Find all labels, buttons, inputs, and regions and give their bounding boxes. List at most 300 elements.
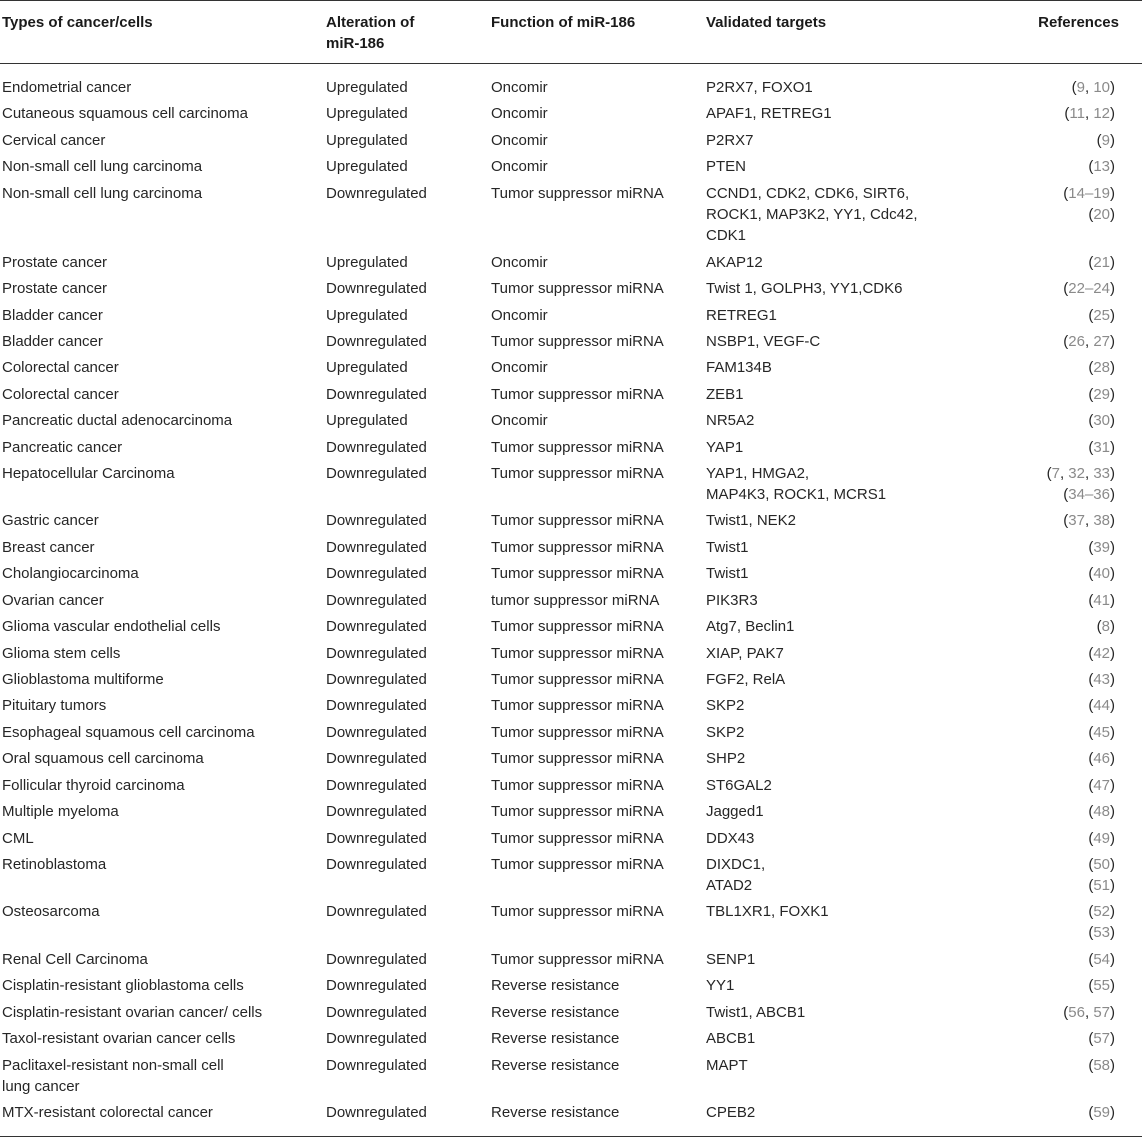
cell-targets — [706, 1002, 805, 1023]
reference-link[interactable]: 33 — [1093, 465, 1110, 482]
cell-function: Oncomir — [491, 254, 548, 271]
cell-references — [1003, 722, 1115, 743]
reference-line — [1003, 975, 1115, 996]
reference-punct: ) — [1110, 465, 1115, 482]
reference-punct: , — [1084, 79, 1094, 96]
cell-alteration: Downregulated — [326, 386, 427, 403]
reference-punct: ( — [1088, 439, 1094, 456]
header-bottom-rule — [0, 63, 1142, 64]
cell-function: Reverse resistance — [491, 1030, 620, 1047]
cell-targets — [706, 1055, 748, 1076]
cell-alteration: Downregulated — [326, 951, 427, 968]
cell-targets — [706, 775, 772, 796]
reference-line — [1003, 278, 1115, 299]
reference-line — [1003, 1002, 1115, 1023]
cell-line: Prostate cancer — [2, 280, 108, 297]
reference-link[interactable]: 8 — [1101, 618, 1110, 635]
reference-punct: ( — [1088, 951, 1094, 968]
reference-link[interactable]: 52 — [1093, 903, 1110, 920]
cell-alteration: Downregulated — [326, 750, 427, 767]
cell-line: DDX43 — [706, 830, 755, 847]
cell-references — [1003, 563, 1115, 584]
cell-references — [1003, 854, 1115, 896]
cell-line: Renal Cell Carcinoma — [2, 951, 148, 968]
cell-references — [1003, 510, 1115, 531]
reference-punct: ) — [1110, 977, 1115, 994]
reference-punct: , — [1084, 105, 1094, 122]
reference-link[interactable]: 14–19 — [1068, 185, 1110, 202]
reference-link[interactable]: 50 — [1093, 856, 1110, 873]
cell-line: Follicular thyroid carcinoma — [2, 777, 185, 794]
table-bottom-rule — [0, 1136, 1142, 1137]
cell-line: Cutaneous squamous cell carcinoma — [2, 105, 248, 122]
reference-punct: ) — [1110, 618, 1115, 635]
cell-alteration: Downregulated — [326, 185, 427, 202]
reference-link[interactable]: 54 — [1093, 951, 1110, 968]
reference-punct: ) — [1110, 280, 1115, 297]
reference-line — [1003, 437, 1115, 458]
cell-line: FAM134B — [706, 359, 772, 376]
cell-line: Non-small cell lung carcinoma — [2, 158, 203, 175]
cell-alteration: Upregulated — [326, 307, 408, 324]
reference-link[interactable]: 25 — [1093, 307, 1110, 324]
reference-punct: ( — [1063, 280, 1069, 297]
cell-line: MAPT — [706, 1057, 748, 1074]
reference-punct: ( — [1088, 158, 1094, 175]
reference-line — [1003, 252, 1115, 273]
reference-link[interactable]: 38 — [1093, 512, 1110, 529]
reference-punct: ( — [1088, 565, 1094, 582]
cell-alteration: Downregulated — [326, 439, 427, 456]
reference-line — [1003, 537, 1115, 558]
cell-targets — [706, 1102, 755, 1123]
cell-references — [1003, 331, 1115, 352]
reference-link[interactable]: 48 — [1093, 803, 1110, 820]
cell-references — [1003, 410, 1115, 431]
reference-punct: ) — [1110, 512, 1115, 529]
reference-punct: ( — [1096, 618, 1102, 635]
reference-punct: ) — [1110, 539, 1115, 556]
cell-cancer-type — [2, 722, 255, 743]
cell-function: Tumor suppressor miRNA — [491, 671, 664, 688]
cell-function: Oncomir — [491, 105, 548, 122]
cell-function: Reverse resistance — [491, 1004, 620, 1021]
cell-function: Tumor suppressor miRNA — [491, 750, 664, 767]
cell-alteration: Downregulated — [326, 1030, 427, 1047]
cell-line: Cervical cancer — [2, 132, 106, 149]
reference-line — [1003, 695, 1115, 716]
cell-targets — [706, 103, 832, 124]
cell-alteration: Upregulated — [326, 132, 408, 149]
reference-punct: ( — [1064, 105, 1070, 122]
cell-line: Twist 1, GOLPH3, YY1,CDK6 — [706, 280, 903, 297]
cell-line: Cholangiocarcinoma — [2, 565, 139, 582]
cell-line: CML — [2, 830, 34, 847]
cell-line: Retinoblastoma — [2, 856, 107, 873]
cell-targets — [706, 643, 784, 664]
cell-line: Taxol-resistant ovarian cancer cells — [2, 1030, 236, 1047]
reference-line — [1003, 357, 1115, 378]
reference-link[interactable]: 7 — [1051, 465, 1060, 482]
reference-punct: ( — [1088, 645, 1094, 662]
reference-punct: ( — [1071, 79, 1077, 96]
reference-line — [1003, 130, 1115, 151]
cell-function: Tumor suppressor miRNA — [491, 512, 664, 529]
reference-link[interactable]: 27 — [1093, 333, 1110, 350]
cell-targets — [706, 252, 763, 273]
cell-function: Oncomir — [491, 158, 548, 175]
reference-link[interactable]: 30 — [1093, 412, 1110, 429]
cell-cancer-type — [2, 854, 106, 875]
reference-punct: ) — [1110, 254, 1115, 271]
reference-punct: ( — [1088, 803, 1094, 820]
cell-function: Tumor suppressor miRNA — [491, 856, 664, 873]
cell-cancer-type — [2, 901, 100, 922]
cell-line: MTX-resistant colorectal cancer — [2, 1104, 213, 1121]
reference-punct: ) — [1110, 185, 1115, 202]
reference-punct: ) — [1110, 206, 1115, 223]
cell-line: Breast cancer — [2, 539, 95, 556]
cell-cancer-type — [2, 828, 34, 849]
reference-line — [1003, 854, 1115, 875]
cell-references — [1003, 357, 1115, 378]
cell-line: Multiple myeloma — [2, 803, 119, 820]
reference-link[interactable]: 34–36 — [1068, 486, 1110, 503]
reference-link[interactable]: 56 — [1068, 1004, 1085, 1021]
reference-punct: ) — [1110, 724, 1115, 741]
reference-punct: ) — [1110, 830, 1115, 847]
reference-link[interactable]: 49 — [1093, 830, 1110, 847]
reference-punct: , — [1059, 465, 1069, 482]
reference-link[interactable]: 45 — [1093, 724, 1110, 741]
cell-references — [1003, 775, 1115, 796]
reference-line — [1003, 1055, 1115, 1076]
cell-line: PTEN — [706, 158, 747, 175]
reference-line — [1003, 775, 1115, 796]
cell-line: NSBP1, VEGF-C — [706, 333, 821, 350]
cell-function: tumor suppressor miRNA — [491, 592, 660, 609]
cell-line: Twist1 — [706, 565, 749, 582]
cell-references — [1003, 278, 1115, 299]
reference-punct: , — [1084, 333, 1094, 350]
reference-punct: ) — [1110, 1057, 1115, 1074]
reference-line — [1003, 828, 1115, 849]
reference-line — [1003, 1028, 1115, 1049]
reference-link[interactable]: 51 — [1093, 877, 1110, 894]
cell-alteration: Downregulated — [326, 671, 427, 688]
cell-references — [1003, 695, 1115, 716]
cell-references — [1003, 103, 1115, 124]
cell-line: Glioma vascular endothelial cells — [2, 618, 221, 635]
cell-function: Oncomir — [491, 132, 548, 149]
cell-line: Hepatocellular Carcinoma — [2, 465, 175, 482]
reference-punct: ) — [1110, 1104, 1115, 1121]
cell-references — [1003, 616, 1115, 637]
cell-alteration: Upregulated — [326, 79, 408, 96]
reference-link[interactable]: 53 — [1093, 924, 1110, 941]
cell-references — [1003, 643, 1115, 664]
cell-targets — [706, 1028, 755, 1049]
reference-link[interactable]: 31 — [1093, 439, 1110, 456]
header-alteration-line2: miR-186 — [326, 35, 385, 52]
cell-line: CPEB2 — [706, 1104, 756, 1121]
cell-line: P2RX7 — [706, 132, 754, 149]
cell-line: Atg7, Beclin1 — [706, 618, 795, 635]
cell-references — [1003, 156, 1115, 177]
cell-line: YAP1 — [706, 439, 744, 456]
reference-link[interactable]: 37 — [1068, 512, 1085, 529]
cell-cancer-type — [2, 616, 220, 637]
reference-line — [1003, 305, 1115, 326]
cell-cancer-type — [2, 331, 103, 352]
cell-alteration: Downregulated — [326, 618, 427, 635]
cell-cancer-type — [2, 77, 131, 98]
cell-line: Glioma stem cells — [2, 645, 121, 662]
cell-line: Glioblastoma multiforme — [2, 671, 164, 688]
cell-alteration: Downregulated — [326, 512, 427, 529]
reference-punct: ) — [1110, 359, 1115, 376]
cell-line: Non-small cell lung carcinoma — [2, 185, 203, 202]
cell-function: Tumor suppressor miRNA — [491, 439, 664, 456]
cell-function: Tumor suppressor miRNA — [491, 803, 664, 820]
reference-line — [1003, 484, 1115, 505]
reference-punct: ( — [1088, 412, 1094, 429]
cell-line: TBL1XR1, FOXK1 — [706, 903, 829, 920]
cell-references — [1003, 901, 1115, 943]
reference-punct: ( — [1063, 486, 1069, 503]
cell-targets — [706, 590, 758, 611]
cell-line: Cisplatin-resistant glioblastoma cells — [2, 977, 244, 994]
reference-punct: ( — [1063, 185, 1069, 202]
cell-cancer-type — [2, 748, 204, 769]
cell-references — [1003, 669, 1115, 690]
cell-alteration: Downregulated — [326, 280, 427, 297]
cell-alteration: Downregulated — [326, 777, 427, 794]
cell-function: Reverse resistance — [491, 977, 620, 994]
cell-targets — [706, 616, 794, 637]
reference-link[interactable]: 41 — [1093, 592, 1110, 609]
cell-alteration: Upregulated — [326, 359, 408, 376]
reference-link[interactable]: 21 — [1093, 254, 1110, 271]
cell-alteration: Downregulated — [326, 803, 427, 820]
reference-line — [1003, 875, 1115, 896]
reference-link[interactable]: 10 — [1093, 79, 1110, 96]
cell-function: Tumor suppressor miRNA — [491, 185, 664, 202]
reference-link[interactable]: 22–24 — [1068, 280, 1110, 297]
cell-line: Jagged1 — [706, 803, 764, 820]
cell-references — [1003, 949, 1115, 970]
cell-references — [1003, 537, 1115, 558]
cell-cancer-type — [2, 563, 139, 584]
reference-punct: ( — [1088, 977, 1094, 994]
cell-cancer-type — [2, 695, 106, 716]
reference-punct: ) — [1110, 903, 1115, 920]
cell-line: ABCB1 — [706, 1030, 756, 1047]
cell-line: P2RX7, FOXO1 — [706, 79, 813, 96]
cell-references — [1003, 828, 1115, 849]
cell-cancer-type — [2, 463, 175, 484]
cell-line: PIK3R3 — [706, 592, 758, 609]
cell-function: Tumor suppressor miRNA — [491, 333, 664, 350]
reference-link[interactable]: 29 — [1093, 386, 1110, 403]
cell-cancer-type — [2, 384, 119, 405]
cell-alteration: Downregulated — [326, 539, 427, 556]
reference-punct: ( — [1046, 465, 1052, 482]
cell-line: Bladder cancer — [2, 333, 103, 350]
cell-alteration: Downregulated — [326, 903, 427, 920]
reference-link[interactable]: 40 — [1093, 565, 1110, 582]
reference-link[interactable]: 44 — [1093, 697, 1110, 714]
reference-punct: ) — [1110, 105, 1115, 122]
cell-line: SHP2 — [706, 750, 746, 767]
reference-punct: ) — [1110, 877, 1115, 894]
reference-punct: ) — [1110, 1030, 1115, 1047]
reference-punct: ) — [1110, 856, 1115, 873]
reference-line — [1003, 748, 1115, 769]
cell-line: Bladder cancer — [2, 307, 103, 324]
reference-punct: , — [1084, 465, 1094, 482]
cell-targets — [706, 563, 749, 584]
reference-link[interactable]: 57 — [1093, 1004, 1110, 1021]
cell-targets — [706, 854, 765, 896]
reference-punct: ( — [1088, 1030, 1094, 1047]
cell-alteration: Downregulated — [326, 977, 427, 994]
reference-punct: ( — [1088, 856, 1094, 873]
reference-line — [1003, 616, 1115, 637]
cell-targets — [706, 305, 777, 326]
reference-punct: ) — [1110, 307, 1115, 324]
reference-link[interactable]: 12 — [1093, 105, 1110, 122]
cell-cancer-type — [2, 590, 104, 611]
reference-link[interactable]: 13 — [1093, 158, 1110, 175]
reference-punct: ( — [1088, 254, 1094, 271]
cell-function: Tumor suppressor miRNA — [491, 645, 664, 662]
reference-punct: ) — [1110, 439, 1115, 456]
cell-line: Gastric cancer — [2, 512, 99, 529]
cell-references — [1003, 384, 1115, 405]
cell-function: Tumor suppressor miRNA — [491, 777, 664, 794]
cell-targets — [706, 828, 754, 849]
reference-link[interactable]: 11 — [1069, 105, 1085, 122]
cell-references — [1003, 801, 1115, 822]
reference-punct: ) — [1110, 79, 1115, 96]
cell-cancer-type — [2, 156, 202, 177]
cell-cancer-type — [2, 252, 107, 273]
cell-line: Paclitaxel-resistant non-small cell — [2, 1057, 224, 1074]
cell-cancer-type — [2, 643, 120, 664]
reference-punct: ) — [1110, 777, 1115, 794]
cell-alteration: Downregulated — [326, 724, 427, 741]
reference-link[interactable]: 57 — [1093, 1030, 1110, 1047]
reference-punct: ) — [1110, 412, 1115, 429]
reference-punct: ( — [1088, 359, 1094, 376]
reference-punct: , — [1084, 512, 1094, 529]
reference-punct: ) — [1110, 645, 1115, 662]
reference-punct: ) — [1110, 951, 1115, 968]
cell-line: SENP1 — [706, 951, 756, 968]
reference-line — [1003, 590, 1115, 611]
cell-references — [1003, 252, 1115, 273]
reference-link[interactable]: 59 — [1093, 1104, 1110, 1121]
cell-line: SKP2 — [706, 697, 745, 714]
reference-link[interactable]: 46 — [1093, 750, 1110, 767]
cell-line: AKAP12 — [706, 254, 763, 271]
reference-link[interactable]: 42 — [1093, 645, 1110, 662]
cell-cancer-type — [2, 669, 164, 690]
cell-targets — [706, 537, 749, 558]
reference-link[interactable]: 9 — [1101, 132, 1110, 149]
cell-references — [1003, 975, 1115, 996]
cell-references — [1003, 590, 1115, 611]
cell-line: FGF2, RelA — [706, 671, 786, 688]
cell-line: Ovarian cancer — [2, 592, 104, 609]
reference-punct: ( — [1063, 333, 1069, 350]
cell-function: Oncomir — [491, 359, 548, 376]
cell-targets — [706, 695, 744, 716]
cell-function: Tumor suppressor miRNA — [491, 903, 664, 920]
cell-line: Twist1 — [706, 539, 749, 556]
header-type: Types of cancer/cells — [2, 14, 153, 31]
reference-punct: ) — [1110, 1004, 1115, 1021]
reference-punct: ( — [1088, 1057, 1094, 1074]
cell-line: Esophageal squamous cell carcinoma — [2, 724, 255, 741]
reference-punct: ) — [1110, 333, 1115, 350]
reference-link[interactable]: 32 — [1068, 465, 1085, 482]
reference-link[interactable]: 9 — [1076, 79, 1085, 96]
cell-cancer-type — [2, 949, 148, 970]
cell-alteration: Downregulated — [326, 592, 427, 609]
cell-line: ST6GAL2 — [706, 777, 772, 794]
cell-targets — [706, 384, 744, 405]
reference-line — [1003, 384, 1115, 405]
reference-link[interactable]: 43 — [1093, 671, 1110, 688]
reference-link[interactable]: 39 — [1093, 539, 1110, 556]
cell-cancer-type — [2, 775, 185, 796]
cell-function: Reverse resistance — [491, 1057, 620, 1074]
cell-function: Reverse resistance — [491, 1104, 620, 1121]
reference-punct: ) — [1110, 671, 1115, 688]
cell-targets — [706, 357, 772, 378]
reference-link[interactable]: 47 — [1093, 777, 1110, 794]
reference-punct: ) — [1110, 386, 1115, 403]
cell-targets — [706, 437, 743, 458]
reference-link[interactable]: 58 — [1093, 1057, 1110, 1074]
reference-link[interactable]: 20 — [1093, 206, 1110, 223]
reference-link[interactable]: 55 — [1093, 977, 1110, 994]
cell-references — [1003, 463, 1115, 505]
cell-line: Endometrial cancer — [2, 79, 132, 96]
reference-line — [1003, 77, 1115, 98]
reference-link[interactable]: 26 — [1068, 333, 1085, 350]
cell-line: Prostate cancer — [2, 254, 108, 271]
cell-alteration: Upregulated — [326, 105, 408, 122]
cell-line: Twist1, ABCB1 — [706, 1004, 806, 1021]
cell-cancer-type — [2, 1002, 262, 1023]
cell-cancer-type — [2, 510, 99, 531]
cell-alteration: Downregulated — [326, 1004, 427, 1021]
cell-cancer-type — [2, 1055, 224, 1097]
cell-line: SKP2 — [706, 724, 745, 741]
reference-punct: ( — [1088, 671, 1094, 688]
cell-alteration: Downregulated — [326, 856, 427, 873]
cell-alteration: Downregulated — [326, 830, 427, 847]
cell-targets — [706, 801, 764, 822]
cell-cancer-type — [2, 537, 95, 558]
reference-line — [1003, 156, 1115, 177]
cell-alteration: Downregulated — [326, 1057, 427, 1074]
reference-punct: ( — [1088, 539, 1094, 556]
reference-link[interactable]: 28 — [1093, 359, 1110, 376]
